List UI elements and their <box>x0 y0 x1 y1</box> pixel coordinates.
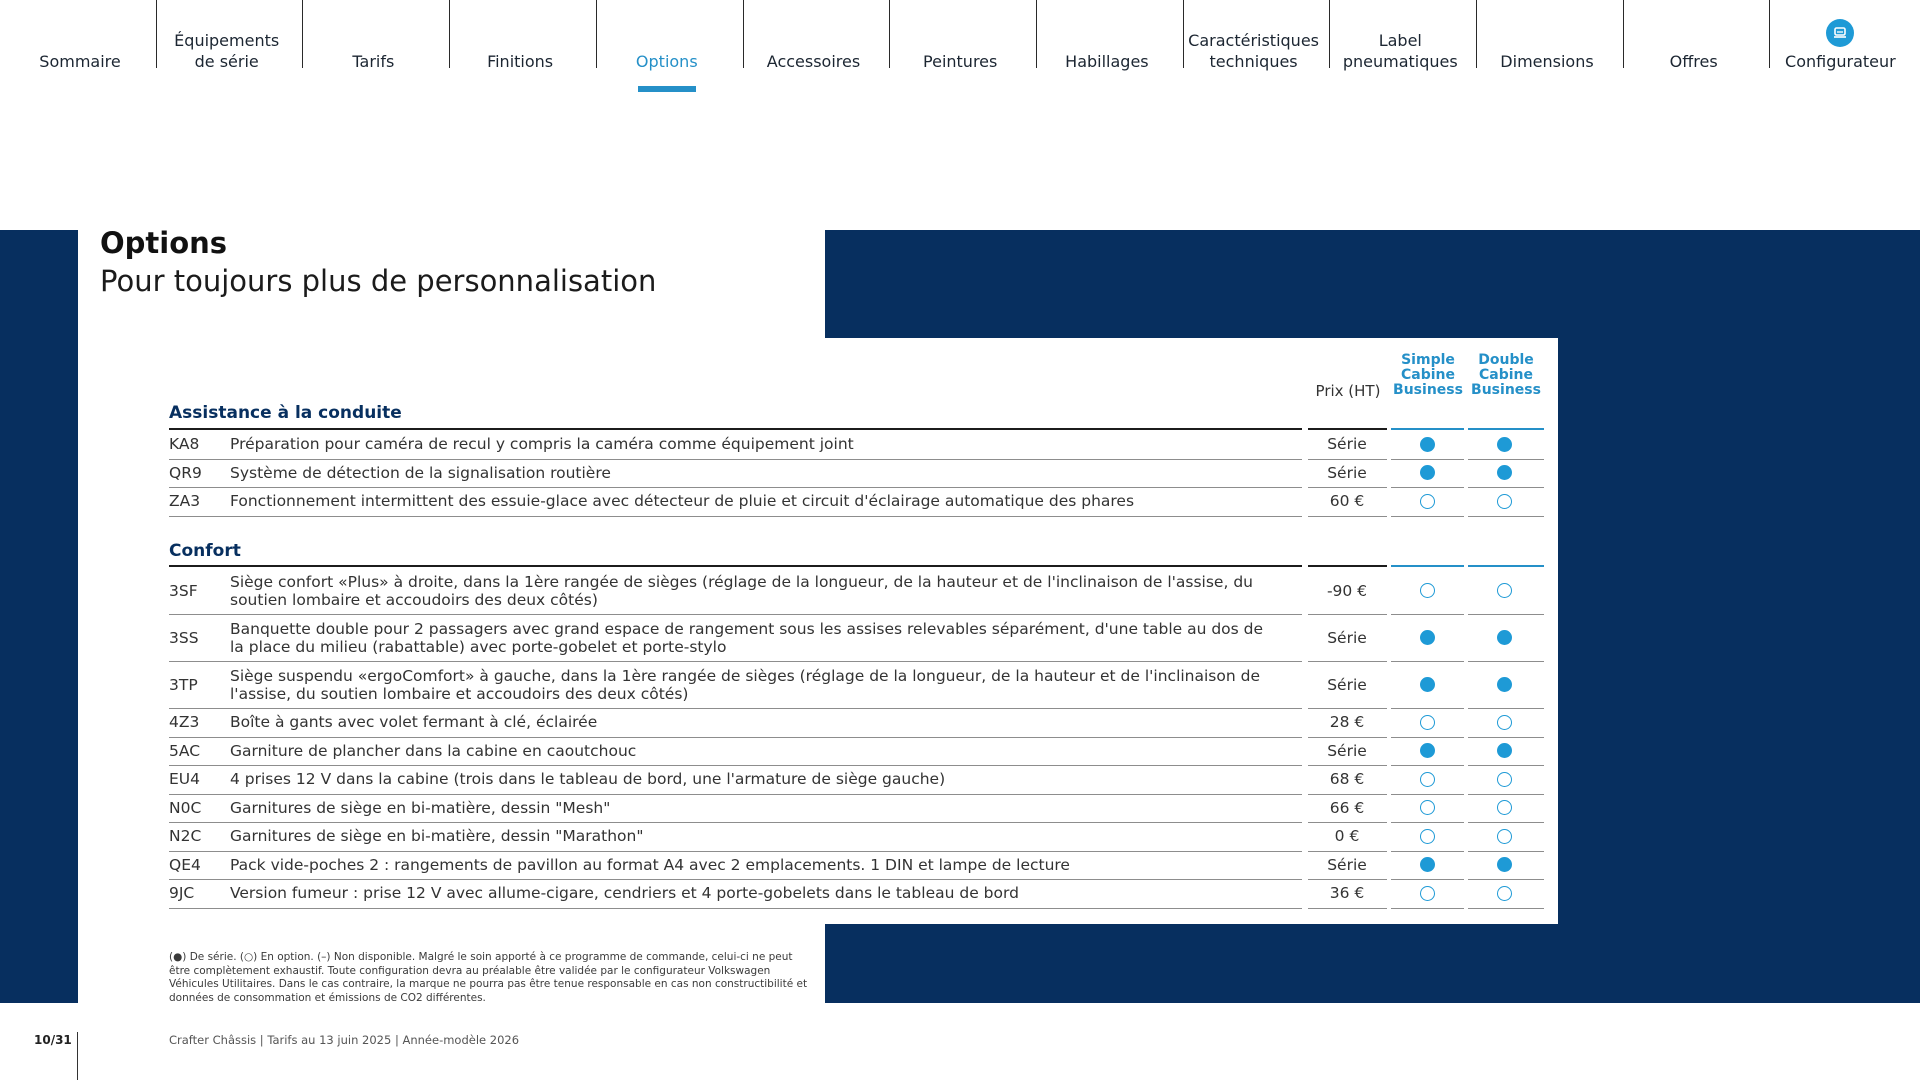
nav-separator <box>743 0 744 68</box>
row-divider <box>169 822 1302 823</box>
option-code: 3SF <box>169 581 198 600</box>
row-divider <box>1391 822 1464 823</box>
row-divider <box>1468 737 1544 738</box>
row-divider <box>169 487 1302 488</box>
row-divider <box>169 708 1302 709</box>
option-description: Pack vide-poches 2 : rangements de pavillon au format A4 avec 2 emplacements. 1 DIN et lampe de lecture <box>230 855 1070 874</box>
option-price: 0 € <box>1334 827 1360 846</box>
nav-tab-label: Finitions <box>487 52 554 71</box>
nav-tab-label: Configurateur <box>1785 52 1896 71</box>
nav-separator <box>156 0 157 68</box>
nav-tab-6[interactable] <box>887 0 1033 96</box>
nav-tab-label: Dimensions <box>1500 52 1594 71</box>
option-description: Siège confort «Plus» à droite, dans la 1ère rangée de sièges (réglage de la longueur, de la hauteur et de l'inclinaison de l'assise, du soutien lombaire et accoudoirs des deux côtés) <box>230 572 1253 609</box>
nav-tab-9[interactable] <box>1327 0 1473 96</box>
row-divider <box>1391 708 1464 709</box>
option-description: Préparation pour caméra de recul y compris la caméra comme équipement joint <box>230 435 854 454</box>
row-divider <box>1468 708 1544 709</box>
row-divider <box>1468 822 1544 823</box>
optional-circle-icon <box>1497 715 1512 730</box>
section-rule <box>1391 565 1464 567</box>
row-divider <box>169 737 1302 738</box>
price-column-header: Prix (HT) <box>1315 382 1381 400</box>
option-code: 3TP <box>169 675 198 694</box>
option-price: Série <box>1327 855 1367 874</box>
row-divider <box>1468 765 1544 766</box>
optional-circle-icon <box>1497 829 1512 844</box>
row-divider <box>169 908 1302 909</box>
standard-dot-icon <box>1420 630 1435 645</box>
option-description: 4 prises 12 V dans la cabine (trois dans le tableau de bord, une l'armature de siège gauche) <box>230 770 946 789</box>
option-code: N2C <box>169 827 202 846</box>
nav-tab-12[interactable] <box>1767 0 1913 96</box>
nav-tab-label: Options <box>635 52 698 71</box>
section-rule <box>169 565 1302 567</box>
standard-dot-icon <box>1497 677 1512 692</box>
row-divider <box>1308 879 1387 880</box>
option-price: 60 € <box>1329 492 1365 511</box>
optional-circle-icon <box>1497 886 1512 901</box>
option-code: N0C <box>169 798 202 817</box>
navy-band-left <box>0 230 78 1003</box>
row-divider <box>1391 879 1464 880</box>
nav-tab-3[interactable] <box>447 0 593 96</box>
row-divider <box>169 765 1302 766</box>
standard-dot-icon <box>1420 677 1435 692</box>
row-divider <box>169 851 1302 852</box>
standard-dot-icon <box>1497 437 1512 452</box>
option-price: 66 € <box>1329 798 1365 817</box>
nav-separator <box>1329 0 1330 68</box>
row-divider <box>1308 822 1387 823</box>
row-divider <box>1468 851 1544 852</box>
option-description: Garnitures de siège en bi-matière, dessin "Mesh" <box>230 798 611 817</box>
option-description: Boîte à gants avec volet fermant à clé, éclairée <box>230 713 598 732</box>
optional-circle-icon <box>1497 772 1512 787</box>
double-cabine-header: Double Cabine Business <box>1471 352 1541 398</box>
footer-text: Crafter Châssis | Tarifs au 13 juin 2025 | Année-modèle 2026 <box>169 1033 520 1047</box>
simple-cabine-header: Simple Cabine Business <box>1393 352 1463 398</box>
nav-tab-7[interactable] <box>1034 0 1180 96</box>
row-divider <box>1308 487 1387 488</box>
row-divider <box>1468 879 1544 880</box>
nav-separator <box>1183 0 1184 68</box>
row-divider <box>1391 908 1464 909</box>
row-divider <box>1468 908 1544 909</box>
option-code: 4Z3 <box>169 713 200 732</box>
nav-separator <box>1036 0 1037 68</box>
nav-tab-label: Habillages <box>1065 52 1149 71</box>
optional-circle-icon <box>1497 583 1512 598</box>
option-description: Système de détection de la signalisation routière <box>230 463 611 482</box>
optional-circle-icon <box>1420 829 1435 844</box>
section-rule <box>1468 565 1544 567</box>
option-price: 36 € <box>1329 884 1365 903</box>
row-divider <box>1468 487 1544 488</box>
row-divider <box>1468 516 1544 517</box>
nav-tab-label: Peintures <box>923 52 998 71</box>
page-subtitle: Pour toujours plus de personnalisation <box>100 264 657 298</box>
row-divider <box>169 459 1302 460</box>
row-divider <box>1391 459 1464 460</box>
nav-separator <box>1623 0 1624 68</box>
row-divider <box>1391 516 1464 517</box>
nav-separator <box>889 0 890 68</box>
row-divider <box>1391 737 1464 738</box>
nav-tab-label: Offres <box>1669 52 1718 71</box>
section-title: Assistance à la conduite <box>169 403 402 423</box>
nav-tab-label: Tarifs <box>352 52 395 71</box>
row-divider <box>1391 851 1464 852</box>
optional-circle-icon <box>1420 886 1435 901</box>
nav-separator <box>1476 0 1477 68</box>
option-price: Série <box>1327 435 1367 454</box>
option-code: 5AC <box>169 741 201 760</box>
footnote: (●) De série. (○) En option. (–) Non disponible. Malgré le soin apporté à ce programme de commande, celui-ci ne peut être complètement exhaustif. Toute configuration devra au préalable être validée par le configurateur Volkswagen Véhicules Utilitaires. Dans le cas contraire, la marque ne pourra pas être tenue responsable en cas non constructibilité et données de consommation et émissions de CO2 différentes. <box>169 951 808 1004</box>
row-divider <box>1308 661 1387 662</box>
row-divider <box>1468 614 1544 615</box>
option-price: Série <box>1327 463 1367 482</box>
nav-separator <box>596 0 597 68</box>
optional-circle-icon <box>1420 715 1435 730</box>
nav-separator <box>449 0 450 68</box>
row-divider <box>1308 459 1387 460</box>
optional-circle-icon <box>1420 494 1435 509</box>
row-divider <box>1468 661 1544 662</box>
section-rule <box>1308 565 1387 567</box>
option-code: QR9 <box>169 463 202 482</box>
row-divider <box>169 614 1302 615</box>
option-price: 68 € <box>1329 770 1365 789</box>
nav-tab-label: Équipements de série <box>174 31 280 71</box>
nav-tab-label: Accessoires <box>766 52 861 71</box>
standard-dot-icon <box>1497 630 1512 645</box>
nav-tab-4[interactable] <box>594 0 740 96</box>
row-divider <box>1308 737 1387 738</box>
row-divider <box>1391 661 1464 662</box>
option-price: 28 € <box>1329 713 1365 732</box>
row-divider <box>1308 908 1387 909</box>
page-number: 10/31 <box>34 1033 72 1047</box>
row-divider <box>1391 794 1464 795</box>
option-price: Série <box>1327 741 1367 760</box>
row-divider <box>1391 487 1464 488</box>
row-divider <box>1308 614 1387 615</box>
option-code: EU4 <box>169 770 200 789</box>
nav-tab-5[interactable] <box>741 0 887 96</box>
optional-circle-icon <box>1420 583 1435 598</box>
row-divider <box>1468 459 1544 460</box>
section-title: Confort <box>169 541 241 561</box>
row-divider <box>1308 765 1387 766</box>
row-divider <box>169 794 1302 795</box>
standard-dot-icon <box>1420 437 1435 452</box>
section-rule <box>169 428 1302 430</box>
option-code: 3SS <box>169 628 199 647</box>
nav-tab-0[interactable] <box>7 0 153 96</box>
option-price: -90 € <box>1326 581 1368 600</box>
option-description: Fonctionnement intermittent des essuie-glace avec détecteur de pluie et circuit d'éclairage automatique des phares <box>230 492 1135 511</box>
section-rule <box>1308 428 1387 430</box>
optional-circle-icon <box>1497 494 1512 509</box>
option-code: 9JC <box>169 884 195 903</box>
nav-separator <box>1769 0 1770 68</box>
row-divider <box>169 661 1302 662</box>
nav-tab-label: Caractéristiques techniques <box>1188 31 1319 71</box>
row-divider <box>169 516 1302 517</box>
nav-separator <box>302 0 303 68</box>
option-price: Série <box>1327 628 1367 647</box>
option-code: KA8 <box>169 435 200 454</box>
nav-tab-8[interactable] <box>1181 0 1327 96</box>
option-description: Banquette double pour 2 passagers avec grand espace de rangement sous les assises relevables séparément, d'une table au dos de la place du milieu (rabattable) avec porte-gobelet et porte-stylo <box>230 619 1264 656</box>
nav-tab-10[interactable] <box>1474 0 1620 96</box>
option-price: Série <box>1327 675 1367 694</box>
page-title: Options <box>100 226 228 260</box>
section-rule <box>1391 428 1464 430</box>
option-description: Garniture de plancher dans la cabine en caoutchouc <box>230 741 637 760</box>
nav-tab-11[interactable] <box>1621 0 1767 96</box>
row-divider <box>1391 614 1464 615</box>
option-code: ZA3 <box>169 492 201 511</box>
row-divider <box>1308 794 1387 795</box>
nav-tab-label: Label pneumatiques <box>1342 31 1458 71</box>
row-divider <box>1308 708 1387 709</box>
optional-circle-icon <box>1420 772 1435 787</box>
nav-tab-2[interactable] <box>300 0 446 96</box>
option-code: QE4 <box>169 855 201 874</box>
row-divider <box>1308 851 1387 852</box>
option-description: Garnitures de siège en bi-matière, dessin "Marathon" <box>230 827 644 846</box>
section-rule <box>1468 428 1544 430</box>
car-seat-icon <box>1826 19 1854 47</box>
row-divider <box>169 879 1302 880</box>
row-divider <box>1308 516 1387 517</box>
option-description: Siège suspendu «ergoComfort» à gauche, dans la 1ère rangée de sièges (réglage de la longueur, de la hauteur et de l'inclinaison de l'assise, du soutien lombaire et accoudoirs des deux côtés) <box>230 666 1260 703</box>
row-divider <box>1391 765 1464 766</box>
option-description: Version fumeur : prise 12 V avec allume-cigare, cendriers et 4 porte-gobelets dans le tableau de bord <box>230 884 1019 903</box>
footer-divider <box>77 1032 78 1080</box>
top-navigation <box>0 0 1920 96</box>
row-divider <box>1468 794 1544 795</box>
nav-tab-label: Sommaire <box>39 52 121 71</box>
nav-tab-1[interactable] <box>154 0 300 96</box>
